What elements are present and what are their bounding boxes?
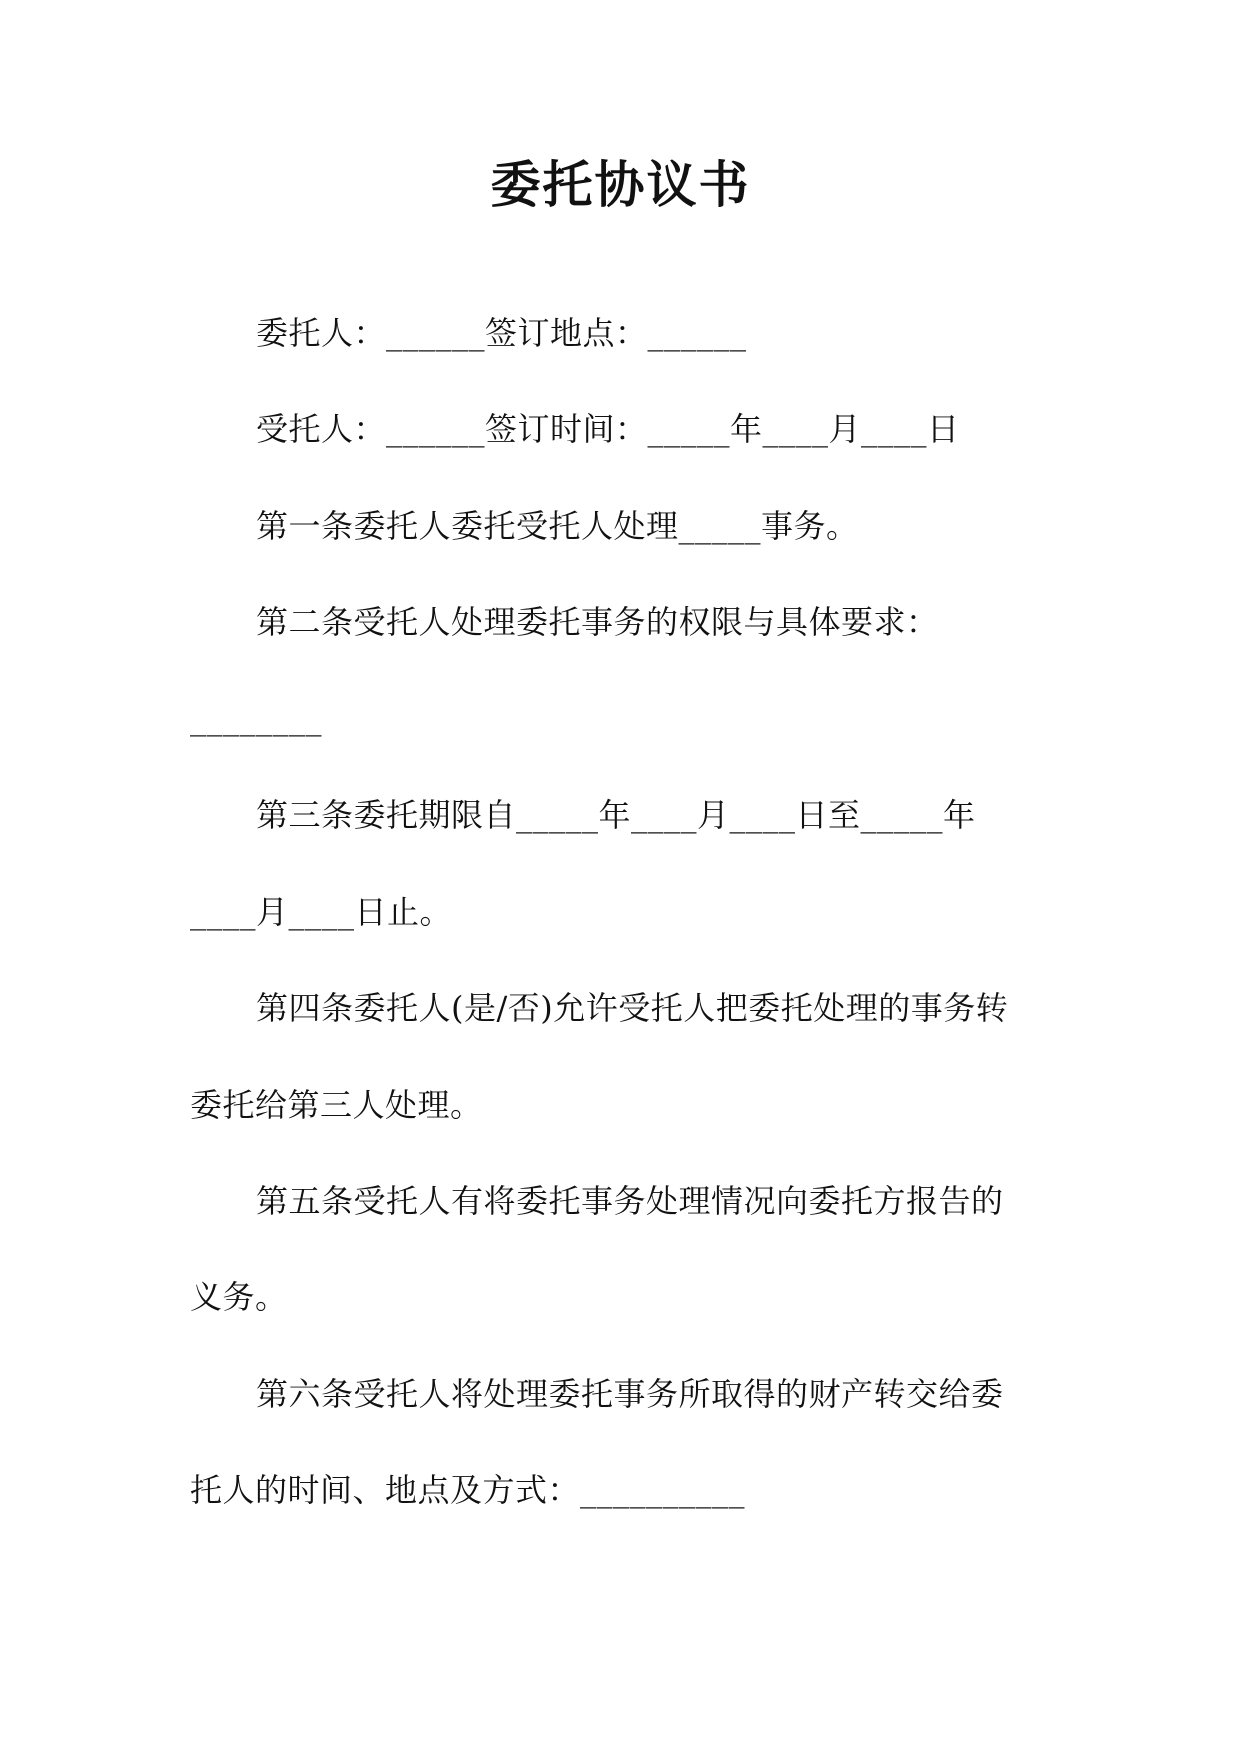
article-6-continued: 托人的时间、地点及方式：__________ bbox=[190, 1471, 746, 1509]
article-1: 第一条委托人委托受托人处理_____事务。 bbox=[256, 507, 859, 545]
article-3: 第三条委托期限自_____年____月____日至_____年 bbox=[256, 796, 976, 834]
document-title: 委托协议书 bbox=[490, 155, 751, 214]
article-2-blank: ________ bbox=[190, 699, 322, 737]
article-4: 第四条委托人(是/否)允许受托人把委托处理的事务转 bbox=[256, 989, 1009, 1027]
article-5: 第五条受托人有将委托事务处理情况向委托方报告的 bbox=[256, 1182, 1004, 1220]
agent-line: 受托人：______签订时间：_____年____月____日 bbox=[256, 410, 960, 448]
article-3-continued: ____月____日止。 bbox=[190, 893, 453, 931]
article-4-continued: 委托给第三人处理。 bbox=[190, 1086, 483, 1124]
article-2: 第二条受托人处理委托事务的权限与具体要求： bbox=[256, 603, 939, 641]
article-6: 第六条受托人将处理委托事务所取得的财产转交给委 bbox=[256, 1375, 1004, 1413]
principal-line: 委托人：______签订地点：______ bbox=[256, 314, 747, 352]
article-5-continued: 义务。 bbox=[190, 1278, 288, 1316]
